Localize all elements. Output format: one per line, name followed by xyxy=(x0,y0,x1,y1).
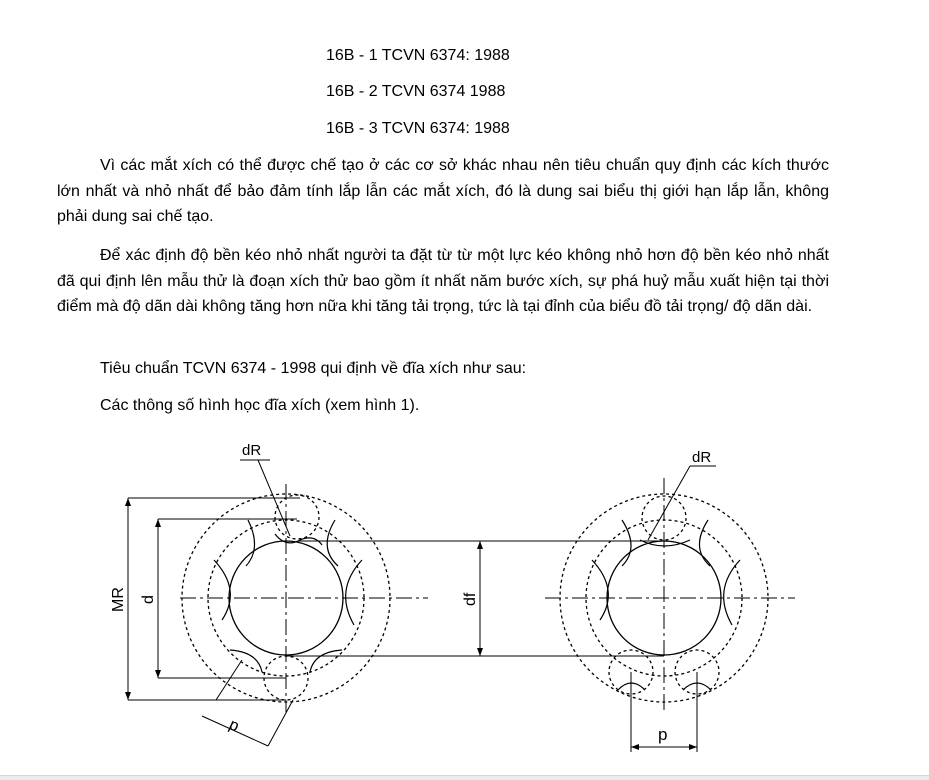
dr-right-label: dR xyxy=(692,449,712,466)
d-label: d xyxy=(140,595,157,604)
p-left-label: p xyxy=(226,716,242,736)
page-bottom-edge xyxy=(0,775,929,780)
standard-line-3: 16B - 3 TCVN 6374: 1988 xyxy=(326,120,510,137)
paragraph-tensile-strength-text: Để xác định độ bền kéo nhỏ nhất người ta đặt từ từ một lực kéo không nhỏ hơn độ bền kéo nhỏ nhất đã qui định lên mẫu thử là đoạn xích thử bao gồm ít nhất năm bước xích, sự phá huỷ mẫu xuất hiện tại thời điểm mà độ dãn dài không tăng hơn nữa khi tăng tải trọng, tức là tại đỉnh của biểu đồ tải trọng/ độ dãn dài. xyxy=(57,247,829,315)
right-sprocket xyxy=(545,478,795,712)
figure-reference-line: Các thông số hình học đĩa xích (xem hình 1). xyxy=(100,397,420,414)
mr-label: MR xyxy=(110,587,127,612)
paragraph-tolerance-text: Vì các mắt xích có thể được chế tạo ở các cơ sở khác nhau nên tiêu chuẩn quy định các kích thước lớn nhất và nhỏ nhất để bảo đảm tính lắp lẫn các mắt xích, đó là dung sai biểu thị giới hạn lắp lẫn, không phải dung sai chế tạo. xyxy=(57,157,829,225)
df-label: df xyxy=(462,592,479,606)
p-right-label: p xyxy=(658,725,668,744)
standard-line-1: 16B - 1 TCVN 6374: 1988 xyxy=(326,47,510,64)
dimension-lines xyxy=(128,460,716,752)
dr-left-label: dR xyxy=(242,442,262,459)
standard-sprocket-line: Tiêu chuẩn TCVN 6374 - 1998 qui định về đĩa xích như sau: xyxy=(100,360,527,377)
dimension-arrows xyxy=(125,498,697,750)
standard-line-2: 16B - 2 TCVN 6374 1988 xyxy=(326,83,506,100)
